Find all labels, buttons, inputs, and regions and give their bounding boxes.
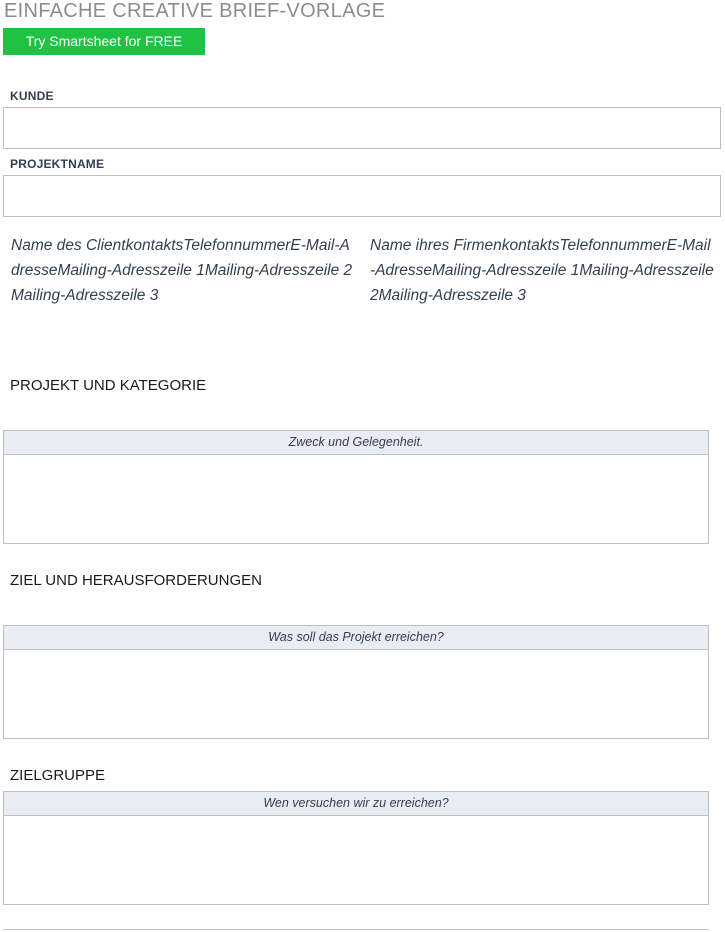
section-content-field[interactable]	[4, 455, 708, 543]
client-field[interactable]	[3, 107, 721, 149]
client-label: KUNDE	[10, 89, 54, 103]
project-name-field[interactable]	[3, 175, 721, 217]
section-table-goals-challenges	[3, 625, 709, 739]
section-prompt: Zweck und Gelegenheit.	[4, 431, 708, 455]
section-content-field[interactable]	[4, 650, 708, 738]
section-content-field[interactable]	[4, 816, 708, 904]
company-contact-block[interactable]: Name ihres FirmenkontaktsTelefonnummerE-Mail-AdresseMailing-Adresszeile 1Mailing-Adresszeile 2Mailing-Adresszeile 3	[370, 237, 714, 304]
client-contact-block[interactable]: Name des ClientkontaktsTelefonnummerE-Mail-AdresseMailing-Adresszeile 1Mailing-Adresszeile 2Mailing-Adresszeile 3	[11, 237, 353, 304]
section-prompt: Was soll das Projekt erreichen?	[4, 626, 708, 650]
section-heading-target-audience: ZIELGRUPPE	[10, 767, 106, 784]
try-smartsheet-button[interactable]: Try Smartsheet for FREE	[3, 28, 205, 55]
section-heading-goals-challenges: ZIEL UND HERAUSFORDERUNGEN	[10, 572, 262, 589]
section-table-project-category	[3, 430, 709, 544]
section-heading-project-category: PROJEKT UND KATEGORIE	[10, 377, 207, 394]
section-prompt: Wen versuchen wir zu erreichen?	[4, 792, 708, 816]
divider	[3, 929, 709, 930]
project-name-label: PROJEKTNAME	[10, 157, 105, 171]
section-table-target-audience	[3, 791, 709, 905]
page-title: EINFACHE CREATIVE BRIEF-VORLAGE	[4, 0, 386, 22]
